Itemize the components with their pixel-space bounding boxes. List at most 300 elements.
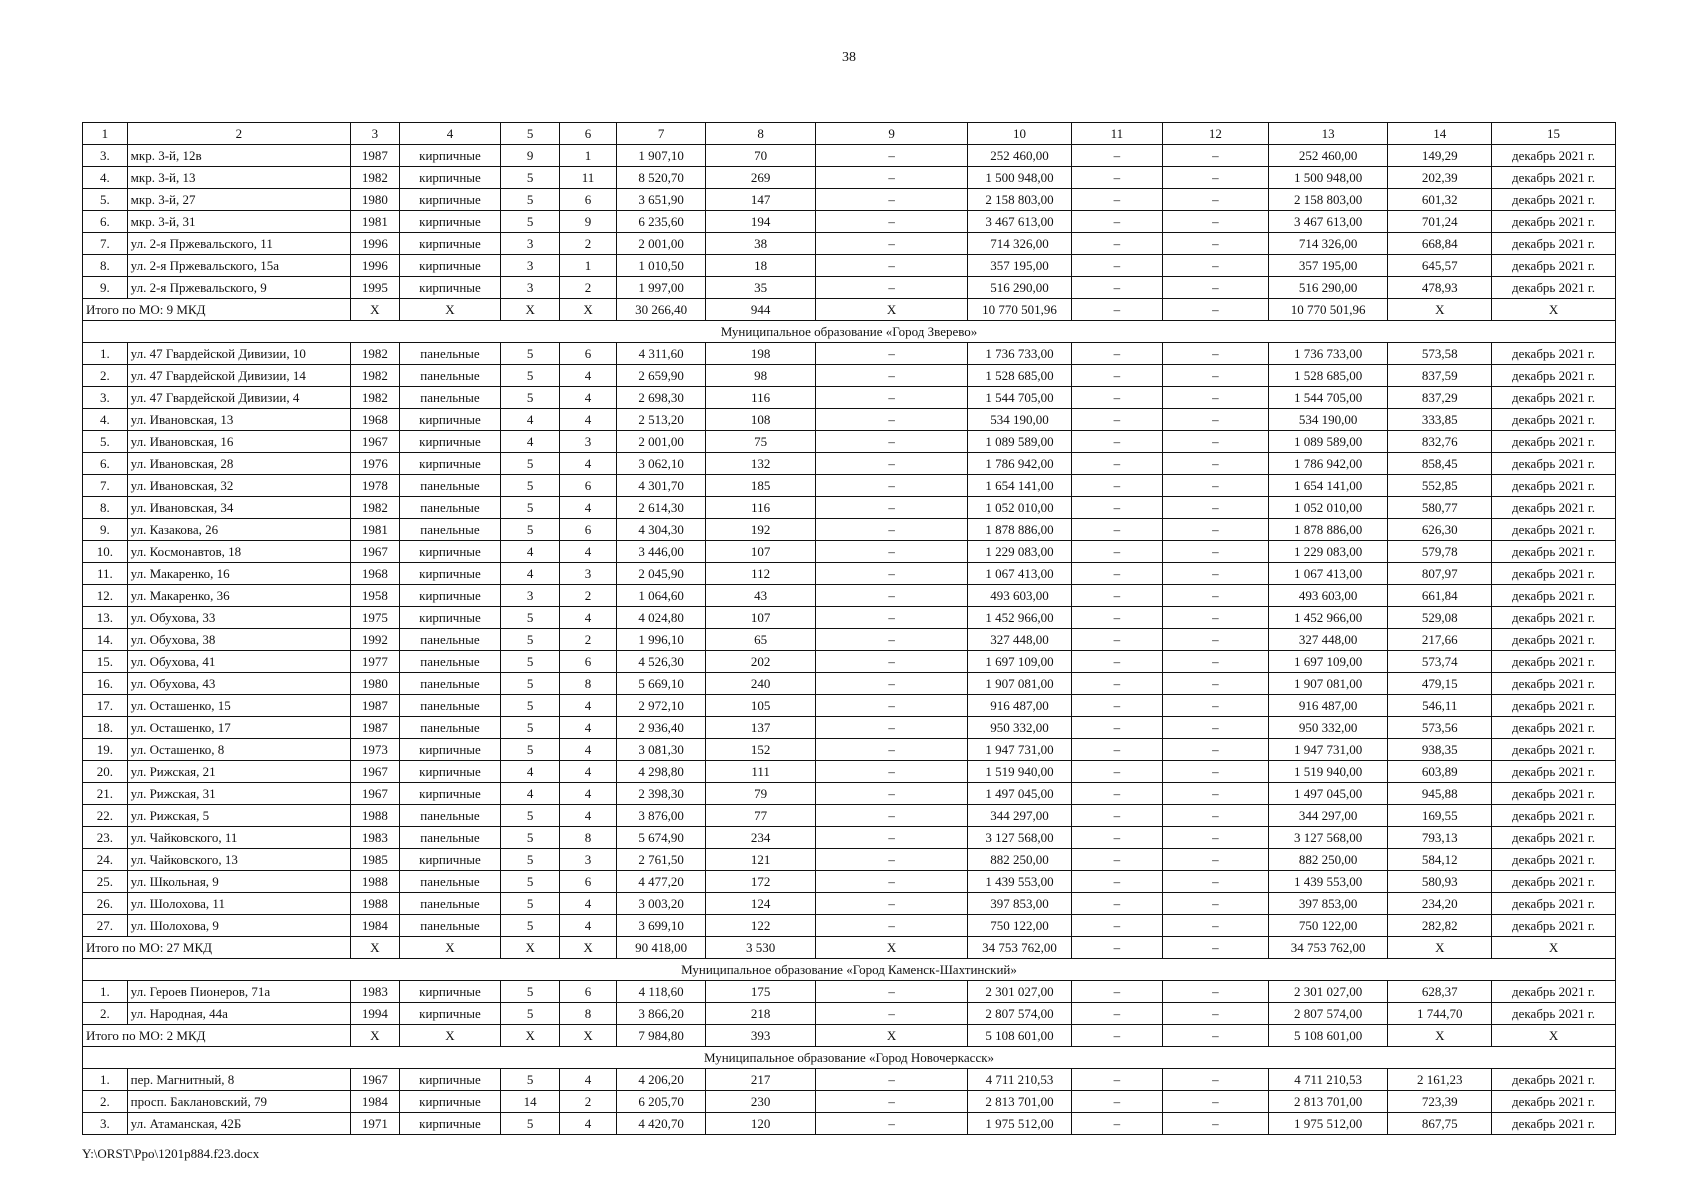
table-cell: 4 (501, 431, 560, 453)
address-cell: ул. Ивановская, 16 (127, 431, 350, 453)
table-cell: 1988 (351, 893, 400, 915)
table-cell: – (815, 409, 967, 431)
table-cell: 65 (706, 629, 816, 651)
table-cell: декабрь 2021 г. (1492, 365, 1616, 387)
table-cell: 2 936,40 (616, 717, 705, 739)
column-number-cell: 2 (127, 123, 350, 145)
table-cell: 1 947 731,00 (1268, 739, 1388, 761)
table-cell: – (1071, 981, 1162, 1003)
table-cell: – (1163, 189, 1269, 211)
table-cell: 3 (560, 431, 617, 453)
table-cell: кирпичные (399, 255, 501, 277)
table-cell: 218 (706, 1003, 816, 1025)
table-cell: – (815, 453, 967, 475)
table-cell: 1982 (351, 343, 400, 365)
table-cell: 2 698,30 (616, 387, 705, 409)
housing-register-table (82, 122, 1616, 1135)
table-cell: – (1163, 453, 1269, 475)
address-cell: ул. Космонавтов, 18 (127, 541, 350, 563)
table-cell: 5 (501, 893, 560, 915)
table-cell: – (1163, 167, 1269, 189)
table-cell: 4 (501, 783, 560, 805)
table-cell: 4 (560, 761, 617, 783)
table-cell: 573,58 (1388, 343, 1492, 365)
total-cell: 10 770 501,96 (968, 299, 1072, 321)
table-cell: 24. (83, 849, 128, 871)
table-cell: 1988 (351, 871, 400, 893)
table-cell: 4 477,20 (616, 871, 705, 893)
table-cell: 77 (706, 805, 816, 827)
table-cell: 8. (83, 255, 128, 277)
table-cell: 98 (706, 365, 816, 387)
table-cell: – (1071, 783, 1162, 805)
table-cell: 1984 (351, 915, 400, 937)
table-cell: 1. (83, 981, 128, 1003)
table-cell: 11 (560, 167, 617, 189)
table-cell: 4 (560, 1069, 617, 1091)
table-cell: 4 (560, 739, 617, 761)
table-cell: 6. (83, 453, 128, 475)
address-cell: мкр. 3-й, 31 (127, 211, 350, 233)
table-cell: 628,37 (1388, 981, 1492, 1003)
table-cell: декабрь 2021 г. (1492, 849, 1616, 871)
table-cell: 1983 (351, 981, 400, 1003)
table-cell: декабрь 2021 г. (1492, 871, 1616, 893)
table-cell: 579,78 (1388, 541, 1492, 563)
table-cell: 2 (560, 233, 617, 255)
table-cell: – (1163, 849, 1269, 871)
table-cell: 1995 (351, 277, 400, 299)
table-cell: 3 081,30 (616, 739, 705, 761)
table-row (83, 871, 1616, 893)
table-cell: 137 (706, 717, 816, 739)
table-cell: 1 544 705,00 (1268, 387, 1388, 409)
table-cell: 8 520,70 (616, 167, 705, 189)
table-cell: 397 853,00 (1268, 893, 1388, 915)
total-cell: X (1492, 299, 1616, 321)
table-cell: 124 (706, 893, 816, 915)
table-row (83, 211, 1616, 233)
table-cell: 837,29 (1388, 387, 1492, 409)
table-cell: 882 250,00 (968, 849, 1072, 871)
table-cell: 22. (83, 805, 128, 827)
table-cell: – (815, 717, 967, 739)
table-cell: декабрь 2021 г. (1492, 145, 1616, 167)
column-number-cell: 15 (1492, 123, 1616, 145)
table-cell: 252 460,00 (968, 145, 1072, 167)
table-cell: 21. (83, 783, 128, 805)
table-cell: 1 975 512,00 (968, 1113, 1072, 1135)
table-cell: декабрь 2021 г. (1492, 475, 1616, 497)
table-cell: 1996 (351, 233, 400, 255)
table-cell: декабрь 2021 г. (1492, 541, 1616, 563)
table-cell: 3 446,00 (616, 541, 705, 563)
address-cell: ул. Рижская, 31 (127, 783, 350, 805)
table-cell: 4 (560, 893, 617, 915)
table-cell: 1 497 045,00 (968, 783, 1072, 805)
table-cell: 9 (501, 145, 560, 167)
total-cell: 5 108 601,00 (1268, 1025, 1388, 1047)
table-cell: 2 614,30 (616, 497, 705, 519)
table-cell: 152 (706, 739, 816, 761)
table-cell: 4. (83, 409, 128, 431)
table-cell: 4 (501, 563, 560, 585)
table-cell: 2 158 803,00 (1268, 189, 1388, 211)
table-cell: декабрь 2021 г. (1492, 563, 1616, 585)
table-cell: 1. (83, 343, 128, 365)
table-cell: 882 250,00 (1268, 849, 1388, 871)
table-cell: – (815, 1113, 967, 1135)
table-cell: 4 (560, 717, 617, 739)
table-row (83, 695, 1616, 717)
table-row (83, 189, 1616, 211)
table-cell: – (1163, 783, 1269, 805)
table-cell: декабрь 2021 г. (1492, 233, 1616, 255)
table-cell: кирпичные (399, 211, 501, 233)
table-cell: – (1071, 255, 1162, 277)
table-cell: – (1071, 189, 1162, 211)
table-cell: 4 711 210,53 (1268, 1069, 1388, 1091)
table-cell: 19. (83, 739, 128, 761)
table-cell: декабрь 2021 г. (1492, 673, 1616, 695)
table-cell: 3. (83, 145, 128, 167)
total-label: Итого по МО: 27 МКД (83, 937, 351, 959)
table-cell: 701,24 (1388, 211, 1492, 233)
table-cell: кирпичные (399, 167, 501, 189)
table-cell: 5 (501, 519, 560, 541)
table-row (83, 519, 1616, 541)
table-cell: 1 996,10 (616, 629, 705, 651)
address-cell: ул. Рижская, 21 (127, 761, 350, 783)
table-cell: – (1071, 475, 1162, 497)
table-row (83, 1069, 1616, 1091)
table-row (83, 1113, 1616, 1135)
total-cell: 3 530 (706, 937, 816, 959)
table-cell: панельные (399, 629, 501, 651)
table-cell: панельные (399, 475, 501, 497)
municipality-heading: Муниципальное образование «Город Зверево» (83, 321, 1616, 343)
table-row (83, 607, 1616, 629)
table-cell: 2 761,50 (616, 849, 705, 871)
table-cell: 202 (706, 651, 816, 673)
table-cell: 1982 (351, 497, 400, 519)
table-cell: 1 786 942,00 (1268, 453, 1388, 475)
table-cell: кирпичные (399, 585, 501, 607)
table-cell: – (1163, 145, 1269, 167)
table-cell: декабрь 2021 г. (1492, 739, 1616, 761)
table-cell: – (815, 189, 967, 211)
table-cell: – (1163, 343, 1269, 365)
table-cell: – (1071, 409, 1162, 431)
table-cell: 6 (560, 871, 617, 893)
address-cell: мкр. 3-й, 27 (127, 189, 350, 211)
table-cell: 1 654 141,00 (968, 475, 1072, 497)
table-cell: 217 (706, 1069, 816, 1091)
table-cell: 43 (706, 585, 816, 607)
table-cell: 2 001,00 (616, 431, 705, 453)
total-cell: X (501, 1025, 560, 1047)
table-cell: 4 (560, 1113, 617, 1135)
table-cell: 4 (560, 915, 617, 937)
column-number-cell: 3 (351, 123, 400, 145)
total-cell: X (1492, 937, 1616, 959)
total-cell: 90 418,00 (616, 937, 705, 959)
table-cell: – (1071, 827, 1162, 849)
table-cell: кирпичные (399, 739, 501, 761)
table-cell: – (1163, 541, 1269, 563)
table-cell: 1 439 553,00 (968, 871, 1072, 893)
table-cell: кирпичные (399, 783, 501, 805)
table-cell: декабрь 2021 г. (1492, 277, 1616, 299)
table-cell: 529,08 (1388, 607, 1492, 629)
total-row (83, 299, 1616, 321)
table-cell: 950 332,00 (968, 717, 1072, 739)
page-number: 38 (842, 50, 856, 65)
total-row (83, 937, 1616, 959)
table-cell: 4 526,30 (616, 651, 705, 673)
table-cell: 3 651,90 (616, 189, 705, 211)
table-cell: декабрь 2021 г. (1492, 761, 1616, 783)
table-cell: 185 (706, 475, 816, 497)
table-cell: декабрь 2021 г. (1492, 981, 1616, 1003)
table-cell: 3 127 568,00 (1268, 827, 1388, 849)
table-cell: декабрь 2021 г. (1492, 189, 1616, 211)
table-cell: – (1071, 1069, 1162, 1091)
table-cell: – (815, 145, 967, 167)
table-cell: 4 (560, 365, 617, 387)
table-cell: 13. (83, 607, 128, 629)
table-cell: – (1071, 431, 1162, 453)
table-cell: 1967 (351, 541, 400, 563)
table-cell: 3 (501, 277, 560, 299)
table-cell: 750 122,00 (1268, 915, 1388, 937)
total-cell: X (1388, 299, 1492, 321)
table-cell: 1968 (351, 563, 400, 585)
table-cell: 1978 (351, 475, 400, 497)
table-cell: 2 813 701,00 (1268, 1091, 1388, 1113)
table-cell: декабрь 2021 г. (1492, 343, 1616, 365)
table-cell: – (1163, 981, 1269, 1003)
table-cell: панельные (399, 497, 501, 519)
table-cell: декабрь 2021 г. (1492, 915, 1616, 937)
table-cell: – (1071, 651, 1162, 673)
table-cell: 1996 (351, 255, 400, 277)
table-cell: 1973 (351, 739, 400, 761)
header-row (83, 123, 1616, 145)
table-cell: 1987 (351, 695, 400, 717)
table-cell: 3 (560, 849, 617, 871)
column-number-cell: 7 (616, 123, 705, 145)
table-cell: 1 (560, 145, 617, 167)
table-cell: 950 332,00 (1268, 717, 1388, 739)
table-cell: – (815, 695, 967, 717)
table-cell: – (815, 387, 967, 409)
table-cell: 5 (501, 1003, 560, 1025)
total-cell: X (501, 937, 560, 959)
address-cell: ул. Ивановская, 34 (127, 497, 350, 519)
table-cell: 1 010,50 (616, 255, 705, 277)
address-cell: ул. Шолохова, 9 (127, 915, 350, 937)
table-cell: декабрь 2021 г. (1492, 519, 1616, 541)
table-cell: 120 (706, 1113, 816, 1135)
table-cell: 1967 (351, 1069, 400, 1091)
table-cell: – (815, 915, 967, 937)
table-cell: 867,75 (1388, 1113, 1492, 1135)
table-cell: – (815, 497, 967, 519)
table-cell: 3 062,10 (616, 453, 705, 475)
table-cell: – (1071, 849, 1162, 871)
total-cell: 10 770 501,96 (1268, 299, 1388, 321)
table-cell: 2 (560, 1091, 617, 1113)
total-cell: X (399, 1025, 501, 1047)
table-cell: 4 (560, 607, 617, 629)
table-cell: 5 (501, 695, 560, 717)
table-cell: кирпичные (399, 453, 501, 475)
table-cell: 3 (560, 563, 617, 585)
table-cell: 478,93 (1388, 277, 1492, 299)
total-cell: X (815, 1025, 967, 1047)
table-cell: 4 206,20 (616, 1069, 705, 1091)
table-cell: 2 045,90 (616, 563, 705, 585)
address-cell: ул. Казакова, 26 (127, 519, 350, 541)
address-cell: ул. Шолохова, 11 (127, 893, 350, 915)
table-cell: кирпичные (399, 1003, 501, 1025)
table-cell: декабрь 2021 г. (1492, 783, 1616, 805)
total-cell: – (1163, 1025, 1269, 1047)
table-cell: 1 052 010,00 (968, 497, 1072, 519)
table-cell: 4 (560, 409, 617, 431)
table-cell: кирпичные (399, 1091, 501, 1113)
table-cell: – (1071, 145, 1162, 167)
table-cell: – (815, 651, 967, 673)
table-cell: 493 603,00 (1268, 585, 1388, 607)
table-cell: 234 (706, 827, 816, 849)
table-cell: – (815, 277, 967, 299)
table-cell: 584,12 (1388, 849, 1492, 871)
table-cell: 4 (560, 453, 617, 475)
table-cell: 5 (501, 497, 560, 519)
table-cell: – (815, 585, 967, 607)
table-cell: 217,66 (1388, 629, 1492, 651)
total-cell: 30 266,40 (616, 299, 705, 321)
table-cell: кирпичные (399, 409, 501, 431)
table-cell: – (815, 761, 967, 783)
table-cell: 645,57 (1388, 255, 1492, 277)
table-cell: 108 (706, 409, 816, 431)
table-cell: 5 (501, 981, 560, 1003)
table-cell: декабрь 2021 г. (1492, 585, 1616, 607)
table-cell: 11. (83, 563, 128, 585)
table-cell: 5 (501, 805, 560, 827)
table-cell: 17. (83, 695, 128, 717)
table-cell: – (815, 1069, 967, 1091)
table-row (83, 563, 1616, 585)
total-cell: X (351, 299, 400, 321)
table-cell: – (1163, 673, 1269, 695)
table-cell: 1 878 886,00 (968, 519, 1072, 541)
table-cell: 111 (706, 761, 816, 783)
table-cell: 1 067 413,00 (1268, 563, 1388, 585)
table-cell: 3 876,00 (616, 805, 705, 827)
table-cell: 169,55 (1388, 805, 1492, 827)
table-cell: – (1071, 519, 1162, 541)
total-cell: 944 (706, 299, 816, 321)
table-cell: – (1163, 519, 1269, 541)
table-cell: – (1163, 1091, 1269, 1113)
table-row (83, 343, 1616, 365)
table-cell: кирпичные (399, 849, 501, 871)
table-cell: декабрь 2021 г. (1492, 1003, 1616, 1025)
address-cell: ул. Чайковского, 11 (127, 827, 350, 849)
table-cell: 2 513,20 (616, 409, 705, 431)
table-cell: панельные (399, 805, 501, 827)
table-cell: 1 089 589,00 (968, 431, 1072, 453)
table-cell: – (1071, 629, 1162, 651)
table-cell: 25. (83, 871, 128, 893)
table-cell: кирпичные (399, 233, 501, 255)
table-cell: панельные (399, 673, 501, 695)
table-cell: декабрь 2021 г. (1492, 629, 1616, 651)
total-cell: X (399, 937, 501, 959)
table-cell: – (815, 431, 967, 453)
total-cell: X (815, 299, 967, 321)
table-cell: 1 229 083,00 (968, 541, 1072, 563)
table-cell: 7. (83, 475, 128, 497)
table-cell: – (1163, 915, 1269, 937)
table-cell: 175 (706, 981, 816, 1003)
total-cell: X (399, 299, 501, 321)
table-row (83, 233, 1616, 255)
table-cell: – (1071, 365, 1162, 387)
table-cell: 8 (560, 1003, 617, 1025)
table-cell: 2 972,10 (616, 695, 705, 717)
column-number-cell: 11 (1071, 123, 1162, 145)
total-label: Итого по МО: 9 МКД (83, 299, 351, 321)
table-cell: – (815, 849, 967, 871)
table-cell: – (815, 343, 967, 365)
address-cell: ул. Макаренко, 36 (127, 585, 350, 607)
table-cell: 4 024,80 (616, 607, 705, 629)
table-cell: 397 853,00 (968, 893, 1072, 915)
address-cell: ул. Чайковского, 13 (127, 849, 350, 871)
table-cell: 1 064,60 (616, 585, 705, 607)
table-cell: 6 235,60 (616, 211, 705, 233)
table-cell: 38 (706, 233, 816, 255)
total-cell: 7 984,80 (616, 1025, 705, 1047)
table-row (83, 277, 1616, 299)
table-cell: 1 452 966,00 (968, 607, 1072, 629)
table-cell: кирпичные (399, 189, 501, 211)
table-cell: 1 947 731,00 (968, 739, 1072, 761)
table-cell: – (815, 1003, 967, 1025)
table-cell: 3. (83, 387, 128, 409)
address-cell: ул. Ивановская, 13 (127, 409, 350, 431)
total-cell: X (351, 937, 400, 959)
table-cell: – (815, 167, 967, 189)
table-cell: – (1071, 893, 1162, 915)
table-cell: 198 (706, 343, 816, 365)
table-row (83, 783, 1616, 805)
total-cell: 34 753 762,00 (1268, 937, 1388, 959)
table-cell: – (1163, 871, 1269, 893)
table-cell: панельные (399, 717, 501, 739)
table-cell: 580,77 (1388, 497, 1492, 519)
table-cell: – (1071, 211, 1162, 233)
table-cell: 1 528 685,00 (1268, 365, 1388, 387)
table-cell: – (815, 871, 967, 893)
table-row (83, 805, 1616, 827)
table-row (83, 651, 1616, 673)
